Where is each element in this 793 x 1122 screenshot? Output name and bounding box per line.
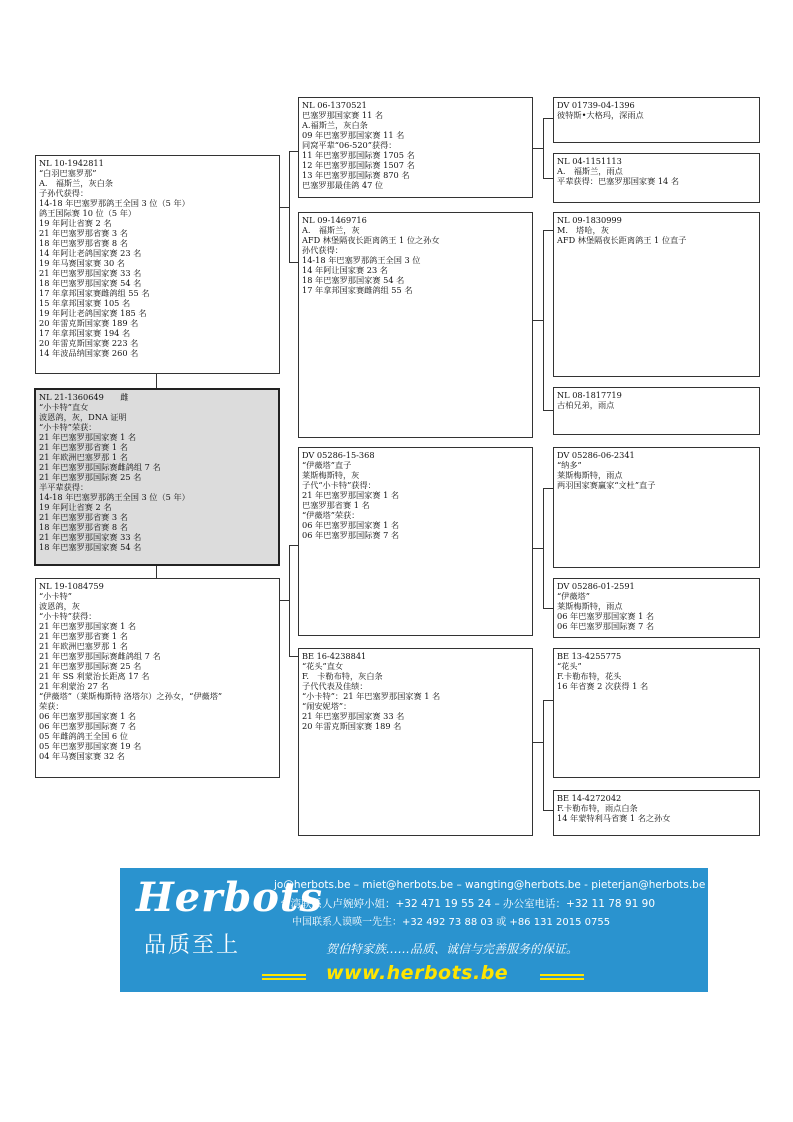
pedigree-line: “伊薇塔” bbox=[557, 591, 590, 601]
pedigree-line: 14-18 年巴塞罗那鸽王全国 3 位（5 年） bbox=[39, 198, 190, 208]
pedigree-line: 鸽王国际赛 10 位（5 年） bbox=[39, 208, 137, 218]
pedigree-line: 15 年拿邦国家赛 105 名 bbox=[39, 298, 131, 308]
pedigree-line: 05 年巴塞罗那国家赛 19 名 bbox=[39, 741, 142, 751]
ggg2-box bbox=[553, 153, 760, 203]
pedigree-line: “小卡特”荣获： bbox=[39, 422, 97, 432]
pedigree-line: 20 年雷克斯国家赛 223 名 bbox=[39, 338, 139, 348]
pedigree-line: 14-18 年巴塞罗那鸽王全国 3 位 bbox=[302, 255, 421, 265]
connector-gg4-a bbox=[543, 700, 553, 701]
connector-gg2-b bbox=[543, 410, 553, 411]
ggg1-box bbox=[553, 97, 760, 143]
pedigree-line: 11 年巴塞罗那国际赛 1705 名 bbox=[302, 150, 415, 160]
pedigree-line: 17 年拿邦国家赛雌鸽组 55 名 bbox=[39, 288, 150, 298]
ring-number: DV 05286-01-2591 bbox=[557, 581, 635, 591]
pedigree-line: 21 年巴塞罗那国家赛 33 名 bbox=[302, 711, 405, 721]
herbots-banner bbox=[120, 868, 708, 992]
website-dash-left-2 bbox=[262, 978, 306, 980]
pedigree-line: 18 年巴塞罗那国家赛 54 名 bbox=[39, 542, 142, 552]
contact-emails[interactable]: jo@herbots.be – miet@herbots.be – wangting@herbots.be - pieterjan@herbots.be bbox=[274, 879, 706, 891]
contact-china: 中国联系人谟暎一先生：+32 492 73 88 03 或 +86 131 2015 0755 bbox=[292, 917, 611, 928]
pedigree-line: 波恩鸽，灰 bbox=[39, 601, 80, 611]
connector-dam-branch-h3 bbox=[280, 207, 290, 208]
pedigree-line: 17 年拿邦国家赛 194 名 bbox=[39, 328, 131, 338]
pedigree-line: 21 年巴塞罗那省赛 3 名 bbox=[39, 512, 128, 522]
connector-gg3-a bbox=[543, 488, 553, 489]
pedigree-line: 13 年巴塞罗那国际赛 870 名 bbox=[302, 170, 410, 180]
pedigree-line: 06 年巴塞罗那国际赛 7 名 bbox=[302, 530, 400, 540]
pedigree-line: 17 年拿邦国家赛雌鸽组 55 名 bbox=[302, 285, 413, 295]
pedigree-line: 彼特斯•大格玛，深雨点 bbox=[557, 110, 644, 120]
ggg7-box bbox=[553, 648, 760, 778]
pedigree-line: 21 年巴塞罗那国家赛 1 名 bbox=[39, 621, 137, 631]
pedigree-line: 同窝平辈“06-520”获得： bbox=[302, 140, 397, 150]
pedigree-line: “小卡特” bbox=[39, 591, 72, 601]
connector-gg4-v bbox=[543, 700, 544, 810]
pedigree-line: 21 年巴塞罗那国家赛 33 名 bbox=[39, 532, 142, 542]
ring-number: NL 21-1360649 雌 bbox=[39, 392, 129, 402]
pedigree-line: “花头”直女 bbox=[302, 661, 344, 671]
connector-gg3-h bbox=[533, 548, 544, 549]
pedigree-line: “闹安妮塔”： bbox=[302, 701, 352, 711]
pedigree-line: “小卡特”获得： bbox=[39, 611, 97, 621]
pedigree-line: 21 年巴塞罗那国际赛 25 名 bbox=[39, 472, 142, 482]
pedigree-line: 半平辈获得： bbox=[39, 482, 89, 492]
connector-dam-stem bbox=[156, 374, 157, 388]
pedigree-line: 21 年巴塞罗那省赛 3 名 bbox=[39, 228, 128, 238]
ring-number: DV 05286-15-368 bbox=[302, 450, 375, 460]
pedigree-line: 19 年阿让省赛 2 名 bbox=[39, 502, 112, 512]
sire-sire-box bbox=[298, 447, 533, 636]
pedigree-line: 06 年巴塞罗那国家赛 1 名 bbox=[39, 711, 137, 721]
pedigree-line: 荣获： bbox=[39, 701, 64, 711]
pedigree-line: 子孙代获得： bbox=[39, 188, 89, 198]
ring-number: NL 04-1151113 bbox=[557, 156, 622, 166]
pedigree-line: 18 年巴塞罗那国家赛 54 名 bbox=[39, 278, 142, 288]
pedigree-line: 21 年欧洲巴塞罗那 1 名 bbox=[39, 452, 128, 462]
connector-dam-branch-h1 bbox=[289, 151, 298, 152]
contact-taiwan: 台湾联系人卢婉婷小姐：+32 471 19 55 24 – 办公室电话：+32 11 78 91 90 bbox=[280, 898, 656, 910]
pedigree-line: 18 年巴塞罗那省赛 8 名 bbox=[39, 522, 128, 532]
pedigree-line: F.卡勒布特，花头 bbox=[557, 671, 622, 681]
pedigree-line: AFD 林堡隔夜长距离鸽王 1 位之孙女 bbox=[302, 235, 440, 245]
ggg8-box bbox=[553, 790, 760, 836]
pedigree-line: 21 年巴塞罗那国家赛 33 名 bbox=[39, 268, 142, 278]
pedigree-line: 孙代获得： bbox=[302, 245, 343, 255]
website-dash-left bbox=[262, 974, 306, 976]
ring-number: BE 14-4272042 bbox=[557, 793, 622, 803]
website-link[interactable]: www.herbots.be bbox=[326, 962, 509, 984]
pedigree-line: 莱斯梅斯特，灰 bbox=[302, 470, 360, 480]
pedigree-line: 06 年巴塞罗那国家赛 1 名 bbox=[557, 611, 655, 621]
pedigree-line: 16 年省赛 2 次获得 1 名 bbox=[557, 681, 649, 691]
connector-dam-branch-h2 bbox=[289, 262, 298, 263]
connector-sire-branch-h2 bbox=[289, 656, 298, 657]
connector-sire-stem bbox=[156, 566, 157, 578]
pedigree-line: 两羽国家赛赢家“文杜”直子 bbox=[557, 480, 656, 490]
website-dash-right-2 bbox=[540, 978, 584, 980]
pedigree-line: A. 福斯兰，灰 bbox=[302, 225, 360, 235]
pedigree-line: 21 年欧洲巴塞罗那 1 名 bbox=[39, 641, 128, 651]
pedigree-line: A. 福斯兰，灰白条 bbox=[39, 178, 114, 188]
pedigree-line: 14 年阿让老鸽国家赛 23 名 bbox=[39, 248, 142, 258]
herbots-logo: Herbots bbox=[136, 874, 323, 921]
pedigree-line: 18 年巴塞罗那国家赛 54 名 bbox=[302, 275, 405, 285]
pedigree-line: 21 年巴塞罗那国际赛雌鸽组 7 名 bbox=[39, 462, 161, 472]
pedigree-line: 19 年阿让省赛 2 名 bbox=[39, 218, 112, 228]
pedigree-line: 14 年蒙特利马省赛 1 名之孙女 bbox=[557, 813, 671, 823]
pedigree-line: M. 塔哈，灰 bbox=[557, 225, 609, 235]
pedigree-line: F. 卡勒布特，灰白条 bbox=[302, 671, 383, 681]
pedigree-line: 平辈获得：巴塞罗那国家赛 14 名 bbox=[557, 176, 680, 186]
pedigree-line: “小卡特”：21 年巴塞罗那国家赛 1 名 bbox=[302, 691, 441, 701]
ring-number: DV 05286-06-2341 bbox=[557, 450, 635, 460]
pedigree-line: 19 年阿让老鸽国家赛 185 名 bbox=[39, 308, 147, 318]
pedigree-line: 子代“小卡特”获得： bbox=[302, 480, 376, 490]
pedigree-line: 子代代表及佳绩： bbox=[302, 681, 368, 691]
ring-number: NL 09-1469716 bbox=[302, 215, 367, 225]
pedigree-line: 06 年巴塞罗那国际赛 7 名 bbox=[39, 721, 137, 731]
website-dash-right bbox=[540, 974, 584, 976]
ring-number: NL 06-1370521 bbox=[302, 100, 367, 110]
pedigree-line: 05 年雌鸽鸽王全国 6 位 bbox=[39, 731, 128, 741]
ring-number: DV 01739-04-1396 bbox=[557, 100, 635, 110]
pedigree-line: 21 年 SS 利蒙治长距离 17 名 bbox=[39, 671, 150, 681]
pedigree-line: 20 年雷克斯国家赛 189 名 bbox=[39, 318, 139, 328]
pedigree-line: 古柏兄弟，雨点 bbox=[557, 400, 615, 410]
pedigree-line: 21 年巴塞罗那省赛 1 名 bbox=[39, 631, 128, 641]
pedigree-line: F.卡勒布特，雨点白条 bbox=[557, 803, 638, 813]
pedigree-line: 18 年巴塞罗那省赛 8 名 bbox=[39, 238, 128, 248]
ggg5-box bbox=[553, 447, 760, 568]
dam-dam-box bbox=[298, 212, 533, 438]
pedigree-line: 莱斯梅斯特，雨点 bbox=[557, 601, 623, 611]
pedigree-line: 06 年巴塞罗那国际赛 7 名 bbox=[557, 621, 655, 631]
pedigree-line: 21 年巴塞罗那国家赛 1 名 bbox=[302, 490, 400, 500]
ring-number: BE 13-4255775 bbox=[557, 651, 622, 661]
connector-gg2-a bbox=[543, 230, 553, 231]
pedigree-line: A.福斯兰，灰白条 bbox=[302, 120, 368, 130]
connector-sire-branch-h1 bbox=[289, 545, 298, 546]
connector-gg1-a bbox=[543, 118, 553, 119]
pedigree-line: “小卡特”直女 bbox=[39, 402, 89, 412]
connector-sire-branch-h3 bbox=[280, 600, 290, 601]
pedigree-line: 12 年巴塞罗那国际赛 1507 名 bbox=[302, 160, 415, 170]
ring-number: BE 16-4238841 bbox=[302, 651, 367, 661]
pedigree-line: 14 年阿让国家赛 23 名 bbox=[302, 265, 388, 275]
pedigree-line: 波恩鸽，灰，DNA 证明 bbox=[39, 412, 127, 422]
pedigree-line: “伊薇塔”直子 bbox=[302, 460, 352, 470]
banner-slogan: 品质至上 bbox=[144, 933, 241, 958]
pedigree-line: 14-18 年巴塞罗那鸽王全国 3 位（5 年） bbox=[39, 492, 190, 502]
pedigree-line: AFD 林堡隔夜长距离鸽王 1 位直子 bbox=[557, 235, 687, 245]
pedigree-line: 06 年巴塞罗那国家赛 1 名 bbox=[302, 520, 400, 530]
pedigree-line: 巴塞罗那最佳鸽 47 位 bbox=[302, 180, 384, 190]
dam-sire-box bbox=[298, 97, 533, 198]
banner-tagline: 贺伯特家族……品质、诚信与完善服务的保证。 bbox=[326, 942, 579, 956]
connector-gg2-h bbox=[533, 320, 544, 321]
ring-number: NL 09-1830999 bbox=[557, 215, 622, 225]
ggg6-box bbox=[553, 578, 760, 638]
pedigree-line: 莱斯梅斯特，雨点 bbox=[557, 470, 623, 480]
ring-number: NL 08-1817719 bbox=[557, 390, 622, 400]
pedigree-line: “花头” bbox=[557, 661, 582, 671]
pedigree-line: 04 年马赛国家赛 32 名 bbox=[39, 751, 125, 761]
sire-dam-box bbox=[298, 648, 533, 836]
dam-box bbox=[35, 155, 280, 374]
pedigree-line: “纳多” bbox=[557, 460, 582, 470]
pedigree-line: 21 年巴塞罗那国家赛 1 名 bbox=[39, 432, 137, 442]
pedigree-line: 巴塞罗那国家赛 11 名 bbox=[302, 110, 384, 120]
ggg3-box bbox=[553, 212, 760, 377]
pedigree-line: 21 年巴塞罗那国际赛雌鸽组 7 名 bbox=[39, 651, 161, 661]
connector-sire-branch-v bbox=[289, 545, 290, 657]
pedigree-line: “伊薇塔”荣获： bbox=[302, 510, 360, 520]
pedigree-line: 21 年巴塞罗那省赛 1 名 bbox=[39, 442, 128, 452]
pedigree-line: “白羽巴塞罗那” bbox=[39, 168, 97, 178]
connector-gg4-h bbox=[533, 742, 544, 743]
pedigree-line: A. 福斯兰，雨点 bbox=[557, 166, 623, 176]
ggg4-box bbox=[553, 387, 760, 435]
connector-gg1-h bbox=[533, 148, 544, 149]
pedigree-line: 21 年巴塞罗那国际赛 25 名 bbox=[39, 661, 142, 671]
connector-gg3-b bbox=[543, 608, 553, 609]
pedigree-line: 20 年雷克斯国家赛 189 名 bbox=[302, 721, 402, 731]
ring-number: NL 19-1084759 bbox=[39, 581, 104, 591]
pedigree-line: 19 年马赛国家赛 30 名 bbox=[39, 258, 125, 268]
subject-box bbox=[34, 388, 280, 566]
pedigree-line: 14 年波品纳国家赛 260 名 bbox=[39, 348, 139, 358]
ring-number: NL 10-1942811 bbox=[39, 158, 104, 168]
sire-box bbox=[35, 578, 280, 778]
pedigree-line: 巴塞罗那省赛 1 名 bbox=[302, 500, 370, 510]
pedigree-line: “伊薇塔”（莱斯梅斯特 洛塔尔）之孙女，“伊薇塔” bbox=[39, 691, 223, 701]
connector-gg4-b bbox=[543, 810, 553, 811]
connector-gg1-b bbox=[543, 178, 553, 179]
pedigree-line: 09 年巴塞罗那国家赛 11 名 bbox=[302, 130, 405, 140]
pedigree-line: 21 年利蒙治 27 名 bbox=[39, 681, 109, 691]
